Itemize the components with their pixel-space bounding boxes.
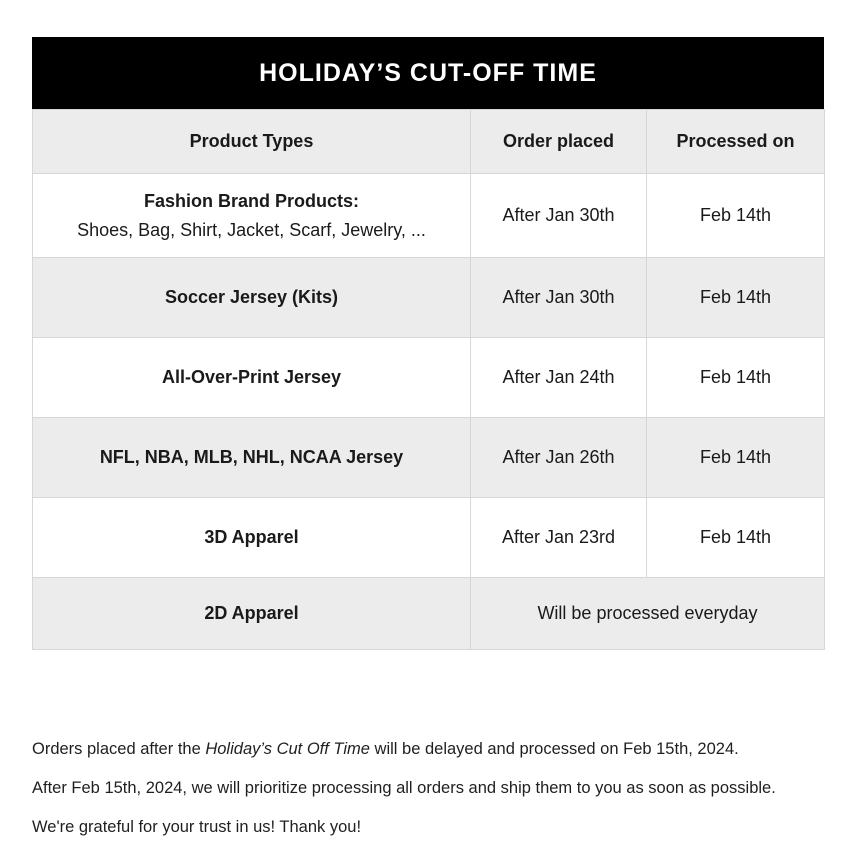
note-line-prioritize: After Feb 15th, 2024, we will prioritize processing all orders and ship them to you as soon as possible. — [32, 779, 776, 797]
order-placed-cell: After Jan 30th — [471, 174, 647, 258]
product-cell: NFL, NBA, MLB, NHL, NCAA Jersey — [33, 418, 471, 498]
col-header-product-types: Product Types — [33, 110, 471, 174]
note-line-delay — [32, 730, 852, 769]
cutoff-table — [32, 109, 825, 650]
table-title: HOLIDAY’S CUT-OFF TIME — [259, 58, 597, 87]
product-cell — [33, 174, 471, 258]
processed-on-cell: Feb 14th — [647, 258, 825, 338]
merged-note-cell: Will be processed everyday — [471, 578, 825, 650]
processed-on-cell: Feb 14th — [647, 338, 825, 418]
table-row-3d-apparel — [33, 498, 825, 578]
order-placed-cell: After Jan 23rd — [471, 498, 647, 578]
order-placed-cell: After Jan 30th — [471, 258, 647, 338]
product-cell: 3D Apparel — [33, 498, 471, 578]
order-placed-cell: After Jan 24th — [471, 338, 647, 418]
table-title-bar — [32, 37, 824, 109]
col-header-processed-on: Processed on — [647, 110, 825, 174]
table-row-2d-apparel — [33, 578, 825, 650]
table-row-soccer-jersey — [33, 258, 825, 338]
processed-on-cell: Feb 14th — [647, 174, 825, 258]
table-header-row — [33, 110, 825, 174]
table-row-fashion-brand — [33, 174, 825, 258]
footer-notes — [32, 730, 852, 847]
note-line-thanks: We're grateful for your trust in us! Thank you! — [32, 818, 362, 836]
table-row-all-over-print — [33, 338, 825, 418]
note-line-delay-italic: Holiday’s Cut Off Time — [205, 740, 370, 758]
product-cell: 2D Apparel — [33, 578, 471, 650]
col-header-order-placed: Order placed — [471, 110, 647, 174]
product-cell: Soccer Jersey (Kits) — [33, 258, 471, 338]
processed-on-cell: Feb 14th — [647, 418, 825, 498]
product-cell: All-Over-Print Jersey — [33, 338, 471, 418]
note-line-delay-suffix: will be delayed and processed on Feb 15th, 2024. — [369, 740, 739, 758]
processed-on-cell: Feb 14th — [647, 498, 825, 578]
product-sub-list: Shoes, Bag, Shirt, Jacket, Scarf, Jewelry, ... — [77, 220, 426, 240]
order-placed-cell: After Jan 26th — [471, 418, 647, 498]
product-name: Fashion Brand Products: — [143, 191, 359, 211]
cutoff-time-table — [32, 37, 824, 650]
table-row-league-jersey — [33, 418, 825, 498]
note-line-delay-prefix: Orders placed after the — [32, 740, 206, 758]
